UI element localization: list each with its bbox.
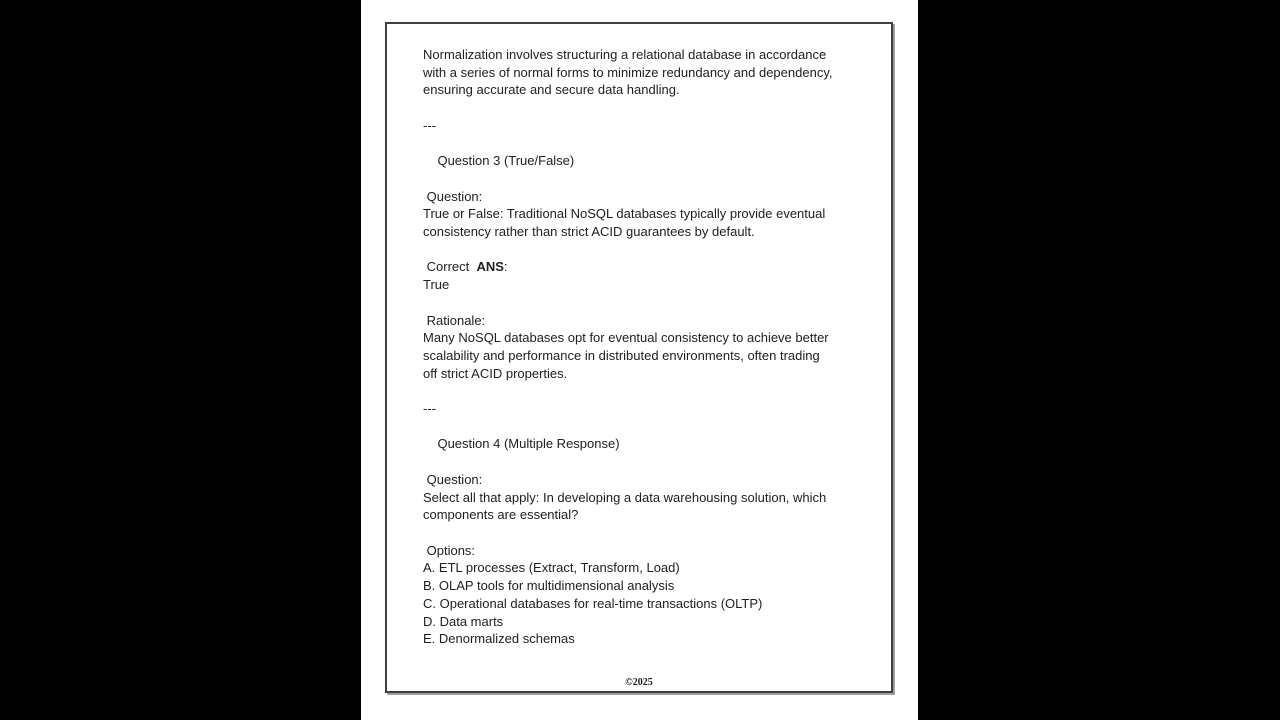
doc-line: with a series of normal forms to minimize redundancy and dependency, xyxy=(423,64,833,80)
page-footer: ©2025 xyxy=(625,677,653,688)
doc-line: B. OLAP tools for multidimensional analysis xyxy=(423,578,675,594)
document-content xyxy=(387,24,891,691)
doc-line: True or False: Traditional NoSQL databases typically provide eventual xyxy=(423,206,826,222)
doc-line xyxy=(423,382,873,400)
doc-line: Question: xyxy=(423,471,483,487)
doc-line: scalability and performance in distributed environments, often trading xyxy=(423,347,820,363)
document-page xyxy=(385,22,893,693)
doc-line: components are essential? xyxy=(423,507,579,523)
doc-line: A. ETL processes (Extract, Transform, Load) xyxy=(423,560,680,576)
doc-line: D. Data marts xyxy=(423,613,504,629)
doc-line: C. Operational databases for real-time transactions (OLTP) xyxy=(423,595,763,611)
doc-line: Question: xyxy=(423,188,483,204)
doc-line: Rationale: xyxy=(423,312,486,328)
doc-line-text: Correct xyxy=(423,259,477,275)
doc-line: --- xyxy=(423,401,436,417)
doc-line: Question 4 (Multiple Response) xyxy=(423,436,620,452)
doc-line-text: : xyxy=(503,259,508,275)
doc-line xyxy=(423,241,873,259)
doc-line: --- xyxy=(423,117,436,133)
doc-line: Select all that apply: In developing a data warehousing solution, which xyxy=(423,489,827,505)
doc-line xyxy=(423,99,873,117)
doc-line: Question 3 (True/False) xyxy=(423,153,575,169)
doc-line xyxy=(423,453,873,471)
doc-line: True xyxy=(423,277,450,293)
doc-line: ensuring accurate and secure data handling. xyxy=(423,82,680,98)
doc-line: E. Denormalized schemas xyxy=(423,631,575,647)
doc-line: Many NoSQL databases opt for eventual consistency to achieve better xyxy=(423,330,829,346)
doc-line: consistency rather than strict ACID guarantees by default. xyxy=(423,224,755,240)
doc-line xyxy=(423,418,873,436)
doc-line: off strict ACID properties. xyxy=(423,365,568,381)
doc-line: Options: xyxy=(423,542,476,558)
doc-line xyxy=(423,170,873,188)
doc-line: Normalization involves structuring a relational database in accordance xyxy=(423,47,827,62)
doc-line-bold-text: ANS xyxy=(476,259,504,275)
doc-line xyxy=(423,294,873,312)
doc-line xyxy=(423,524,873,542)
document-canvas xyxy=(361,0,918,720)
doc-line xyxy=(423,135,873,153)
doc-line xyxy=(423,258,873,276)
